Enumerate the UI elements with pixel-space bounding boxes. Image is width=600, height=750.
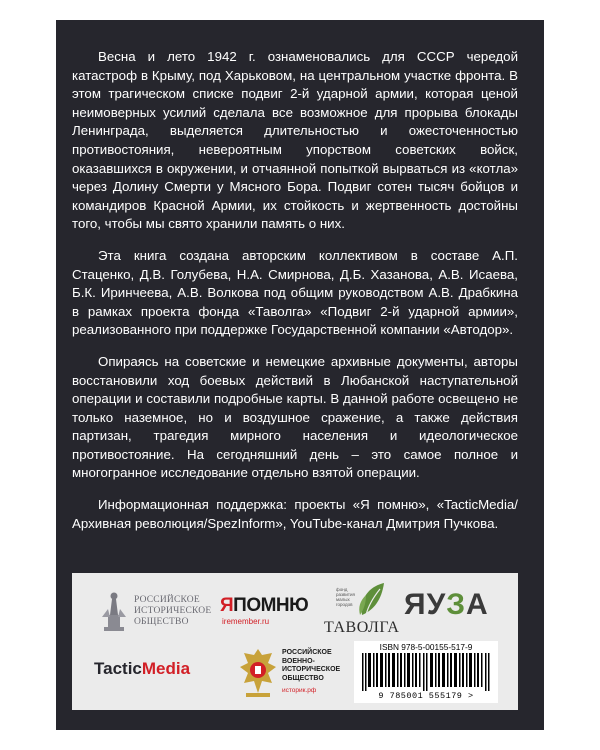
- yapomnyu-word: ПОМНЮ: [233, 595, 309, 616]
- tactic-part-a: Tactic: [94, 659, 142, 678]
- yapomnyu-url: iremember.ru: [222, 617, 270, 626]
- rio-logo: [98, 587, 218, 635]
- paragraph: Весна и лето 1942 г. ознаменовались для СССР чередой катастроф в Крыму, под Харьковом, на центральном участке фронта. В этом трагическом списке подвиг 2-й ударной армии, которая ценой неимоверных усилий сделала все возможное для прорыва блокады Ленинграда, выделяется длительностью и ожесточенностью противостояния, невероятным упорством советских войск, оказавшихся в окружении, и отчаянной попыткой вырваться из «котла» через Долину Смерти у Мясного Бора. Подвиг сотен тысяч бойцов и командиров Красной Армии, их стойкость и жертвенность достойны того, чтобы мы свято хранили память о них.: [72, 49, 518, 232]
- rvio-line1: РОССИЙСКОЕ: [282, 649, 332, 656]
- rio-line1: РОССИЙСКОЕ: [134, 595, 200, 605]
- isbn-barcode: [354, 641, 498, 703]
- rvio-line4: ОБЩЕСТВО: [282, 674, 324, 682]
- tavolga-tagline: фонд развития малых городов: [336, 587, 355, 607]
- paragraph: Опираясь на советские и немецкие архивные документы, авторы восстановили ход боевых действий в Любанской наступательной операции и составили подробные карты. В данной работе освещено не только наземное, но и воздушное сражение, а также действия партизан, трагедия мирного населения и идеологическое противостояние. На сегодняшний день – это самое полное и многогранное исследование отдельно взятой операции.: [72, 353, 518, 481]
- tavolga-logo: [322, 579, 400, 639]
- rvio-logo: [238, 645, 358, 701]
- isbn-text: ISBN 978-5-00155-517-9: [379, 642, 473, 652]
- monument-emblem-icon: [98, 587, 130, 635]
- yauza-logo: [404, 587, 494, 627]
- paragraph: Информационная поддержка: проекты «Я помню», «TacticMedia/Архивная революция/SpezInform», YouTube-канал Дмитрия Пучкова.: [72, 497, 518, 531]
- rio-line3: ОБЩЕСТВО: [134, 617, 189, 627]
- leaf-icon: [358, 581, 388, 617]
- tactic-part-b: Media: [141, 659, 191, 678]
- tavolga-word: ТАВОЛГА: [324, 619, 400, 636]
- rvio-url: историк.рф: [282, 687, 317, 694]
- ean-digits: 9 785001 555179 >: [378, 691, 474, 701]
- annotation-text: [72, 48, 518, 546]
- rvio-line3: ИСТОРИЧЕСКОЕ: [282, 666, 341, 673]
- rio-line2: ИСТОРИЧЕСКОЕ: [134, 606, 212, 616]
- yauza-part-b: З: [446, 588, 467, 621]
- yauza-part-a: ЯУ: [404, 588, 447, 621]
- yapomnyu-logo: [220, 595, 320, 635]
- eagle-emblem-icon: [238, 645, 278, 699]
- barcode-icon: [362, 653, 490, 691]
- tacticmedia-logo: [94, 659, 214, 685]
- paragraph: Эта книга создана авторским коллективом в составе А.П. Стаценко, Д.В. Голубева, Н.А. Смирнова, Д.Б. Хазанова, А.В. Исаева, Б.К. Иринчеева, А.В. Волкова под общим руководством А.В. Драбкина в рамках проекта фонда «Таволга» «Подвиг 2-й ударной армии», реализованного при поддержке Государственной компании «Автодор».: [72, 247, 518, 338]
- yapomnyu-letter: Я: [220, 595, 234, 616]
- yauza-part-c: А: [466, 588, 489, 621]
- sponsor-logos-panel: [72, 573, 518, 710]
- rvio-line2: ВОЕННО-: [282, 657, 315, 665]
